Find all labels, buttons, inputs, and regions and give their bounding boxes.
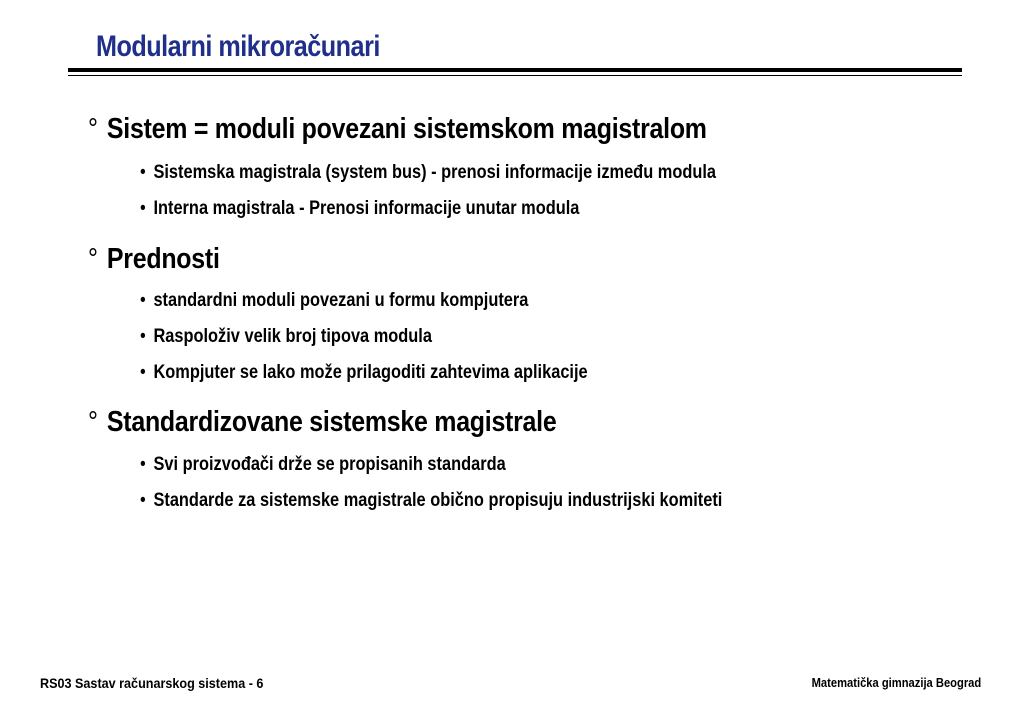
bullet-item-text: Standarde za sistemske magistrale obično propisuju industrijski komiteti: [153, 489, 723, 511]
bullet-item-text: Raspoloživ velik broj tipova modula: [153, 325, 432, 347]
section-heading-sistem: [88, 113, 707, 146]
dot-bullet-icon: •: [140, 161, 146, 183]
slide-title: Modularni mikroračunari: [96, 30, 380, 63]
section-heading-text: Standardizovane sistemske magistrale: [106, 406, 557, 438]
footer-institution: Matematička gimnazija Beograd: [811, 675, 981, 690]
footer-slide-label: RS03 Sastav računarskog sistema - 6: [40, 675, 264, 691]
dot-bullet-icon: •: [140, 325, 146, 347]
section-heading-text: Sistem = moduli povezani sistemskom magistralom: [106, 113, 707, 145]
bullet-item: [140, 361, 588, 384]
degree-bullet-icon: °: [88, 243, 98, 275]
degree-bullet-icon: °: [88, 113, 98, 145]
dot-bullet-icon: •: [140, 453, 146, 475]
degree-bullet-icon: °: [88, 406, 98, 438]
bullet-item: [140, 325, 432, 348]
bullet-item: [140, 161, 716, 184]
bullet-item: [140, 289, 528, 312]
bullet-item-text: Sistemska magistrala (system bus) - prenosi informacije između modula: [153, 161, 716, 183]
bullet-item-text: Kompjuter se lako može prilagoditi zahtevima aplikacije: [153, 361, 588, 383]
section-heading-prednosti: [88, 243, 220, 276]
bullet-item-text: standardni moduli povezani u formu kompjutera: [153, 289, 529, 311]
section-heading-standardizovane: [88, 406, 556, 439]
section-heading-text: Prednosti: [106, 243, 220, 275]
bullet-item: [140, 489, 722, 512]
bullet-item: [140, 453, 506, 476]
dot-bullet-icon: •: [140, 489, 146, 511]
bullet-item-text: Interna magistrala - Prenosi informacije unutar modula: [153, 197, 580, 219]
title-divider-thin: [68, 75, 962, 76]
dot-bullet-icon: •: [140, 197, 146, 219]
title-divider-thick: [68, 68, 962, 72]
dot-bullet-icon: •: [140, 361, 146, 383]
bullet-item-text: Svi proizvođači drže se propisanih standarda: [153, 453, 506, 475]
dot-bullet-icon: •: [140, 289, 146, 311]
bullet-item: [140, 197, 579, 220]
